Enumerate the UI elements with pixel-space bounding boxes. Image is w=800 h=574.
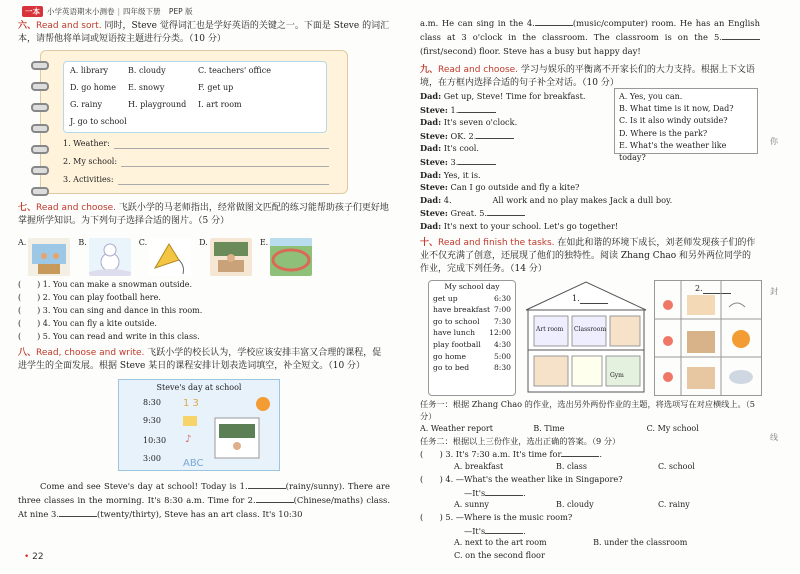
svg-text:♪: ♪ xyxy=(185,434,192,445)
task-questions xyxy=(420,398,760,562)
school-house-card xyxy=(522,280,650,394)
vocabulary-notebook xyxy=(40,50,348,194)
passage-right: a.m. He can sing in the 4. (music/computer) room. He has an English class at 3 o'clock in the classroom. The classroom is on the 5.(first/second) floor. Steve has a busy but happy day! xyxy=(420,18,760,56)
left-column xyxy=(18,16,390,521)
list-item[interactable]: ( ) 5. You can read and write in this class. xyxy=(18,332,200,341)
question-5-answer: —It's . xyxy=(464,525,526,536)
schedule-time: 8:30 xyxy=(143,398,161,407)
question-4-options: A. sunny B. cloudy C. rainy xyxy=(454,500,690,510)
task2-instruction: 任务二：根据以上三份作业，选出正确的答案。（9 分） xyxy=(420,435,621,446)
schedule-time: 9:30 xyxy=(143,416,161,425)
edition-label: PEP 版 xyxy=(168,6,193,16)
section-6-title: 六、Read and sort. 同时，Steve 觉得词汇也是学好英语的关键之一。下面是 Steve 的词汇本，请帮他将单词或短语按主题进行分类。（10 分） xyxy=(18,21,390,44)
picture-options xyxy=(18,230,390,276)
picture-c[interactable]: C. xyxy=(139,238,191,276)
section-7-title: 七、Read and choose. 飞跃小学的马老师指出，经常做图文匹配的练习能帮助孩子们更好地掌握所学知识。为下列句子选择合适的图片。（5 分） xyxy=(18,203,389,226)
schedule-card xyxy=(118,379,280,471)
notebook-rings xyxy=(31,61,51,208)
svg-text:ABC: ABC xyxy=(183,458,204,468)
weather-blank[interactable]: 2. xyxy=(695,284,731,294)
brand-badge: 一本 xyxy=(22,6,43,17)
question-3[interactable]: ( ) 3. It's 7:30 a.m. It's time for . xyxy=(420,449,602,460)
svg-text:1 3: 1 3 xyxy=(183,398,199,409)
section-10-title: 十、Read and finish the tasks. 在如此和谐的环境下成长，刘老师发现孩子们的作业不仅充满了创意，还展现了他们的独特性。阅读 Zhang Chao 和另外两位同学的作业，完成下列任务。（14 分） xyxy=(420,237,756,274)
page-header: 一本 小学英语期末小测卷 | 四年级下册 PEP 版 xyxy=(22,4,193,18)
weather-card xyxy=(654,280,762,396)
schedule-title: Steve's day at school xyxy=(156,383,242,392)
section-8-title: 八、Read, choose and write. 飞跃小学的校长认为，学校应该安排丰富又合理的课程，促进学生的全面发展。根据 Steve 某日的课程安排计划表选词填空，补全短文。（10 分） xyxy=(18,348,382,371)
room-label: Art room xyxy=(536,325,564,333)
category-school[interactable]: 2. My school: xyxy=(63,157,329,167)
category-weather[interactable]: 1. Weather: xyxy=(63,139,329,149)
options-box: A. Yes, you can. B. What time is it now, Dad? C. Is it also windy outside? D. Where is the park? E. What's the weather like today? xyxy=(614,88,758,154)
page-number: • 22 xyxy=(24,552,44,562)
section-9-title: 九、Read and choose. 学习与娱乐的平衡离不开家长们的大力支持。根据上下文语境，在方框内选择合适的句子补全对话。（10 分） xyxy=(420,65,755,88)
school-day-card: My school day get up 6:30 have breakfast 7:00 go to school 7:30 have lunch 12:00 play football 4:30 go home 5:00 go to bed 8:30 xyxy=(428,280,516,396)
dialogue: Dad: Get up, Steve! Time for breakfast. Steve: 1. Dad: It's seven o'clock. Steve: OK. 2. Dad: It's cool. Steve: 3. Dad: Yes, it is. Steve: Can I go outside and fly a kite? Dad: 4. All work and no play makes Jack a dull boy. Steve: Great. 5. Dad: It's next to your school. Let's go together! A. Yes, you can. B. What time is it now, Dad? C. Is it also windy outside? D. Where is the park? E. What's the weather like today? xyxy=(420,90,760,233)
grade-label: 四年级下册 xyxy=(123,6,161,16)
list-item[interactable]: ( ) 4. You can fly a kite outside. xyxy=(18,319,157,328)
task1-options: A. Weather report B. Time C. My school xyxy=(420,423,699,433)
picture-b[interactable]: B. xyxy=(78,238,130,276)
question-5-option-c: C. on the second floor xyxy=(454,550,545,561)
schedule-illustration xyxy=(179,396,275,468)
question-5-options: A. next to the art room B. under the classroom xyxy=(454,538,688,548)
question-4-answer: —It's . xyxy=(464,487,526,498)
list-item[interactable]: ( ) 1. You can make a snowman outside. xyxy=(18,280,193,289)
question-3-options: A. breakfast B. class C. school xyxy=(454,461,695,471)
category-activities[interactable]: 3. Activities: xyxy=(63,175,329,185)
question-4[interactable]: ( ) 4. —What's the weather like in Singapore? xyxy=(420,473,623,484)
house-blank[interactable]: 1. xyxy=(572,294,608,304)
picture-d[interactable]: D. xyxy=(199,238,252,276)
right-column xyxy=(420,16,760,562)
matching-list xyxy=(18,278,390,343)
homework-images xyxy=(420,280,760,398)
list-item[interactable]: ( ) 3. You can sing and dance in this room. xyxy=(18,306,203,315)
schedule-time: 10:30 xyxy=(143,436,167,445)
schedule-time: 3:00 xyxy=(143,454,161,463)
series-title: 小学英语期末小测卷 xyxy=(47,6,115,16)
word-bank: A. library B. cloudy C. teachers' office D. go home E. snowy F. get up G. rainy H. playground I. art room J. go to school xyxy=(63,61,327,133)
binding-mark: 封 xyxy=(770,287,778,296)
picture-e[interactable]: E. xyxy=(260,238,312,276)
picture-a[interactable]: A. xyxy=(18,238,70,276)
room-label: Classroom xyxy=(574,325,607,333)
list-item[interactable]: ( ) 2. You can play football here. xyxy=(18,293,161,302)
passage-left: Come and see Steve's day at school! Today is 1. (rainy/sunny). There are three classes in the morning. It's 8:30 a.m. Time for 2. (Chinese/maths) class. At nine 3. (twenty/thirty), Steve has an art class. It's 10:30 xyxy=(18,481,390,519)
question-5[interactable]: ( ) 5. —Where is the music room? xyxy=(420,512,573,523)
room-label: Gym xyxy=(610,371,624,379)
task1-instruction: 任务一：根据 Zhang Chao 的作业，选出另外两份作业的主题，将选项写在对应横线上。（5 分） xyxy=(420,398,755,422)
binding-mark: 你 xyxy=(770,137,778,146)
binding-mark: 线 xyxy=(770,433,778,442)
